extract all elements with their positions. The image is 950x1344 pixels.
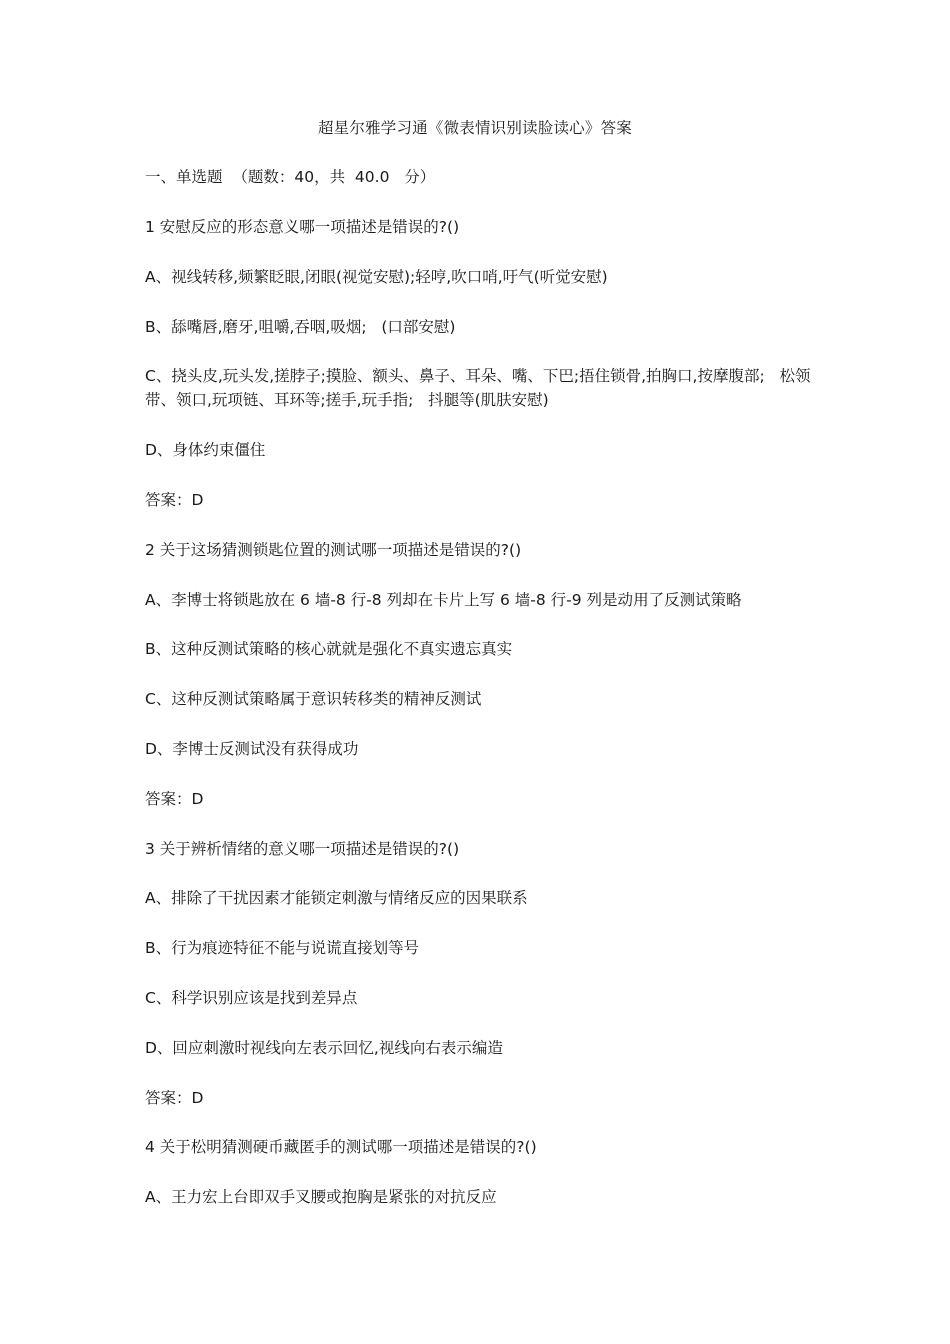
answer-text: 答案：D	[145, 1088, 204, 1107]
question-block	[145, 215, 820, 512]
question-block	[145, 837, 820, 1110]
option-text: D、李博士反测试没有获得成功	[145, 739, 359, 758]
answer-text: 答案：D	[145, 789, 204, 808]
option-text: D、身体约束僵住	[145, 441, 266, 460]
option-text: A、王力宏上台即双手叉腰或抱胸是紧张的对抗反应	[145, 1188, 497, 1207]
option-text: B、这种反测试策略的核心就就是强化不真实遗忘真实	[145, 640, 513, 659]
option-text: C、这种反测试策略属于意识转移类的精神反测试	[145, 690, 482, 709]
option-text: B、舔嘴唇,磨牙,咀嚼,吞咽,吸烟; (口部安慰)	[145, 317, 456, 336]
question-block	[145, 1135, 820, 1209]
option-text: A、排除了干扰因素才能锁定刺激与情绪反应的因果联系	[145, 889, 528, 908]
question-text: 3 关于辨析情绪的意义哪一项描述是错误的?()	[145, 839, 460, 858]
option-text: A、视线转移,频繁眨眼,闭眼(视觉安慰);轻哼,吹口哨,吁气(听觉安慰)	[145, 267, 608, 286]
document-title: 超星尔雅学习通《微表情识别读脸读心》答案	[317, 119, 632, 137]
question-text: 2 关于这场猜测锁匙位置的测试哪一项描述是错误的?()	[145, 540, 522, 559]
question-text: 4 关于松明猜测硬币藏匿手的测试哪一项描述是错误的?()	[145, 1138, 537, 1157]
question-block	[145, 538, 820, 811]
option-text: A、李博士将锁匙放在 6 墙-8 行-8 列却在卡片上写 6 墙-8 行-9 列是动用了反测试策略	[145, 590, 742, 609]
question-list	[145, 215, 820, 1235]
option-text: B、行为痕迹特征不能与说谎直接划等号	[145, 939, 420, 958]
answer-text: 答案：D	[145, 490, 204, 509]
option-text: C、科学识别应该是找到差异点	[145, 988, 358, 1007]
section-heading: 一、单选题 （题数：40，共 40.0 分）	[145, 168, 436, 186]
question-text: 1 安慰反应的形态意义哪一项描述是错误的?()	[145, 218, 460, 236]
option-text: D、回应刺激时视线向左表示回忆,视线向右表示编造	[145, 1038, 503, 1057]
option-text: C、挠头皮,玩头发,搓脖子;摸脸、额头、鼻子、耳朵、嘴、下巴;捂住锁骨,拍胸口,按摩腹部; 松领带、领口,玩项链、耳环等;搓手,玩手指; 抖腿等(肌肤安慰)	[145, 367, 811, 410]
